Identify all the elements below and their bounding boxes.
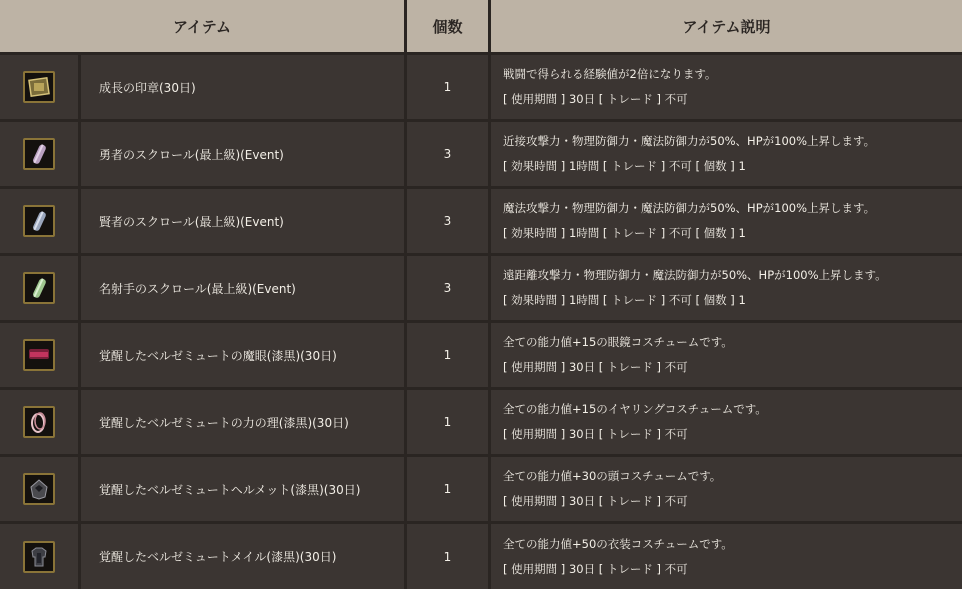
item-description-line: [ 使用期間 ] 30日 [ トレード ] 不可: [503, 427, 688, 441]
table-row: [0, 122, 962, 186]
table-row: [0, 524, 962, 589]
item-name: 覚醒したベルゼミュートメイル(漆黒)(30日): [81, 524, 404, 589]
item-description-line: [ 使用期間 ] 30日 [ トレード ] 不可: [503, 561, 688, 576]
item-name: 覚醒したベルゼミュートの魔眼(漆黒)(30日): [81, 323, 404, 387]
item-name: 賢者のスクロール(最上級)(Event): [81, 189, 404, 253]
item-icon-cell: [0, 122, 78, 186]
item-name: 覚醒したベルゼミュートの力の理(漆黒)(30日): [81, 390, 404, 454]
item-name: 覚醒したベルゼミュートヘルメット(漆黒)(30日): [81, 457, 404, 521]
scroll-icon: [23, 205, 55, 237]
item-description-line: [ 効果時間 ] 1時間 [ トレード ] 不可 [ 個数 ] 1: [503, 226, 746, 240]
table-row: [0, 457, 962, 521]
table-row: [0, 189, 962, 253]
item-description: [491, 122, 962, 186]
header-item: アイテム: [0, 0, 404, 52]
item-icon-cell: [0, 323, 78, 387]
item-icon-cell: [0, 457, 78, 521]
item-description: [491, 323, 962, 387]
table-row: [0, 55, 962, 119]
header-qty: 個数: [407, 0, 488, 52]
item-description: [491, 524, 962, 589]
item-name: 名射手のスクロール(最上級)(Event): [81, 256, 404, 320]
item-description: [491, 55, 962, 119]
item-description-line: [ 使用期間 ] 30日 [ トレード ] 不可: [503, 494, 688, 508]
armor-icon: [23, 541, 55, 573]
item-description-line: 全ての能力値+30の頭コスチュームです。: [503, 469, 722, 483]
table-header: [0, 0, 962, 52]
item-description: [491, 256, 962, 320]
item-qty: 3: [407, 122, 488, 186]
item-name: 勇者のスクロール(最上級)(Event): [81, 122, 404, 186]
item-description-line: 遠距離攻撃力・物理防御力・魔法防御力が50%、HPが100%上昇します。: [503, 268, 887, 282]
item-description-line: 全ての能力値+15のイヤリングコスチュームです。: [503, 402, 767, 416]
item-description-line: 近接攻撃力・物理防御力・魔法防御力が50%、HPが100%上昇します。: [503, 134, 876, 148]
item-description-line: 全ての能力値+15の眼鏡コスチュームです。: [503, 335, 733, 349]
item-description: [491, 457, 962, 521]
item-icon-cell: [0, 256, 78, 320]
item-icon-cell: [0, 55, 78, 119]
item-qty: 1: [407, 457, 488, 521]
earring-icon: [23, 406, 55, 438]
item-description-line: 戦闘で得られる経験値が2倍になります。: [503, 67, 717, 81]
item-qty: 1: [407, 55, 488, 119]
item-description: [491, 189, 962, 253]
scroll-icon: [23, 272, 55, 304]
item-qty: 3: [407, 256, 488, 320]
item-qty: 1: [407, 390, 488, 454]
item-description-line: [ 使用期間 ] 30日 [ トレード ] 不可: [503, 92, 688, 106]
item-description-line: [ 効果時間 ] 1時間 [ トレード ] 不可 [ 個数 ] 1: [503, 293, 746, 307]
eyewear-icon: [23, 339, 55, 371]
item-qty: 1: [407, 524, 488, 589]
table-row: [0, 323, 962, 387]
item-name: 成長の印章(30日): [81, 55, 404, 119]
header-desc: アイテム説明: [491, 0, 962, 52]
item-description-line: [ 使用期間 ] 30日 [ トレード ] 不可: [503, 360, 688, 374]
scroll-icon: [23, 138, 55, 170]
helmet-icon: [23, 473, 55, 505]
item-icon-cell: [0, 524, 78, 589]
item-qty: 3: [407, 189, 488, 253]
item-description: [491, 390, 962, 454]
item-icon-cell: [0, 189, 78, 253]
item-description-line: 魔法攻撃力・物理防御力・魔法防御力が50%、HPが100%上昇します。: [503, 201, 876, 215]
seal-icon: [23, 71, 55, 103]
table-row: [0, 256, 962, 320]
item-description-line: [ 効果時間 ] 1時間 [ トレード ] 不可 [ 個数 ] 1: [503, 159, 746, 173]
item-description-line: 全ての能力値+50の衣装コスチュームです。: [503, 536, 733, 551]
item-qty: 1: [407, 323, 488, 387]
table-row: [0, 390, 962, 454]
item-icon-cell: [0, 390, 78, 454]
